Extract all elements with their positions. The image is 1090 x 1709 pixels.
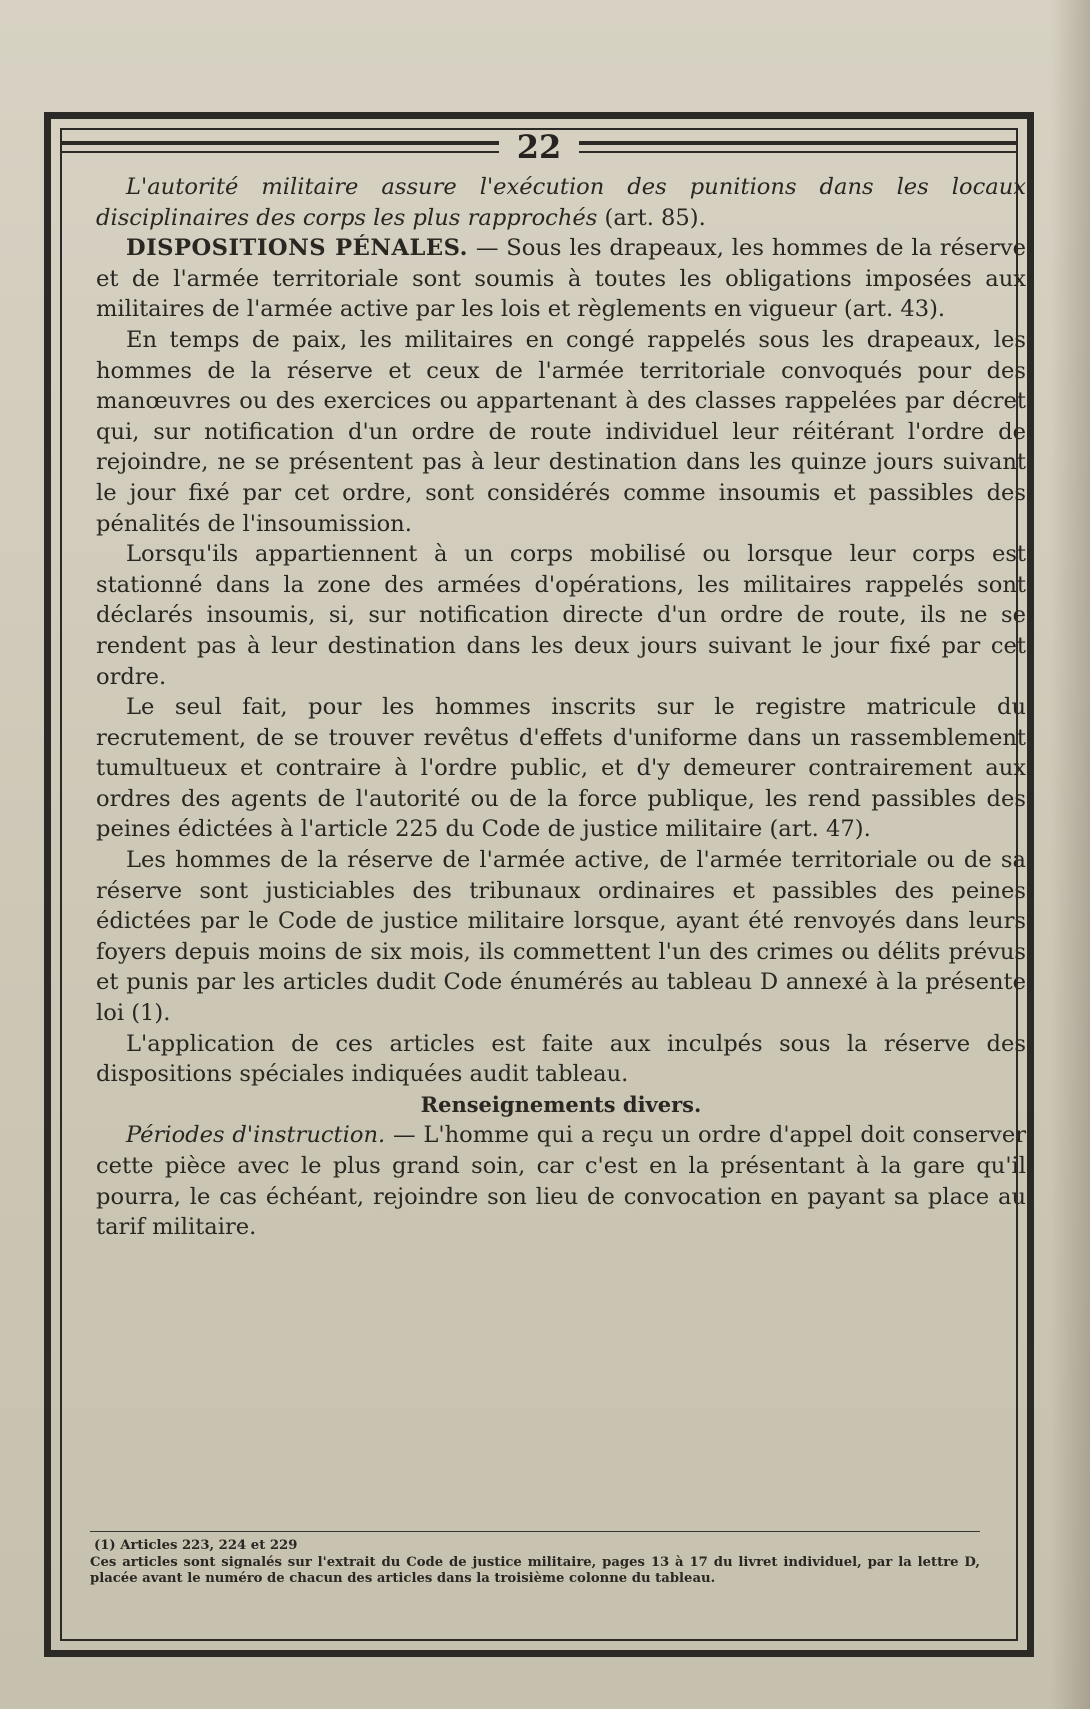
dispositions-heading: DISPOSITIONS PÉNALES. [126, 235, 468, 262]
footnote-divider [90, 1531, 980, 1532]
intro-paragraph [96, 172, 1026, 233]
page-header [62, 122, 1016, 172]
paragraph-seul-fait: Le seul fait, pour les hommes inscrits sur le registre matricule du recrutement, de se trouver revêtus d'effets d'uniforme dans un rassemblement tumultueux et contraire à l'ordre public, et d'y demeurer contrairement aux ordres des agents de l'autorité ou de la force publique, les rend passibles des peines édictées à l'article 225 du Code de justice militaire (art. 47). [96, 694, 1026, 843]
periodes-text: — L'homme qui a reçu un ordre d'appel doit conserver cette pièce avec le plus grand soin, car c'est en la présentant à la gare qu'il pourra, le cas échéant, rejoindre son lieu de convocation en payant sa place au tarif militaire. [96, 1122, 1027, 1241]
header-rule-left [62, 141, 499, 153]
dispositions-paragraph [96, 233, 1026, 325]
footnotes [90, 1538, 980, 1588]
footnote-2: Ces articles sont signalés sur l'extrait du Code de justice militaire, pages 13 à 17 du livret individuel, par la lettre D, placée avant le numéro de chacun des articles dans la troisième colonne du tableau. [90, 1554, 980, 1586]
page-edge-shadow [1050, 0, 1090, 1709]
header-rule-right [579, 141, 1016, 153]
footnote-1: (1) Articles 223, 224 et 229 [94, 1538, 298, 1553]
section-heading: Renseignements divers. [420, 1091, 702, 1117]
periodes-label: Périodes d'instruction. [126, 1122, 386, 1149]
periodes-paragraph [96, 1120, 1026, 1242]
paragraph-corps-mobilise: Lorsqu'ils appartiennent à un corps mobilisé ou lorsque leur corps est stationné dans la zone des armées d'opérations, les militaires rappelés sont déclarés insoumis, si, sur notification directe d'un ordre de route, ils ne se rendent pas à leur destination dans les deux jours suivant le jour fixé par cet ordre. [96, 541, 1026, 690]
intro-reference: (art. 85). [597, 204, 706, 231]
dispositions-text: — Sous les drapeaux, les hommes de la réserve et de l'armée territoriale sont soumis à toutes les obligations imposées aux militaires de l'armée active par les lois et règlements en vigueur (art. 43). [96, 235, 1026, 323]
paragraph-temps-de-paix: En temps de paix, les militaires en congé rappelés sous les drapeaux, les hommes de la réserve et ceux de l'armée territoriale convoqués pour des manœuvres ou des exercices ou appartenant à des classes rappelées par décret qui, sur notification d'un ordre de route individuel leur réitérant l'ordre de rejoindre, ne se présentent pas à leur destination dans les quinze jours suivant le jour fixé par cet ordre, sont considérés comme insoumis et passibles des pénalités de l'insoumission. [96, 326, 1026, 537]
paragraph-justiciables: Les hommes de la réserve de l'armée active, de l'armée territoriale ou de sa réserve sont justiciables des tribunaux ordinaires et passibles des peines édictées par le Code de justice militaire lorsque, ayant été renvoyés dans leurs foyers depuis moins de six mois, ils commettent l'un des crimes ou délits prévus et punis par les articles dudit Code énumérés au tableau D annexé à la présente loi (1). [96, 847, 1026, 1027]
page-body [96, 172, 1026, 1243]
intro-italic-text: L'autorité militaire assure l'exécution des punitions dans les locaux disciplinaires des corps les plus rapprochés [96, 174, 1026, 231]
page-number: 22 [516, 128, 562, 166]
paragraph-application: L'application de ces articles est faite aux inculpés sous la réserve des dispositions spéciales indiquées audit tableau. [96, 1030, 1026, 1088]
